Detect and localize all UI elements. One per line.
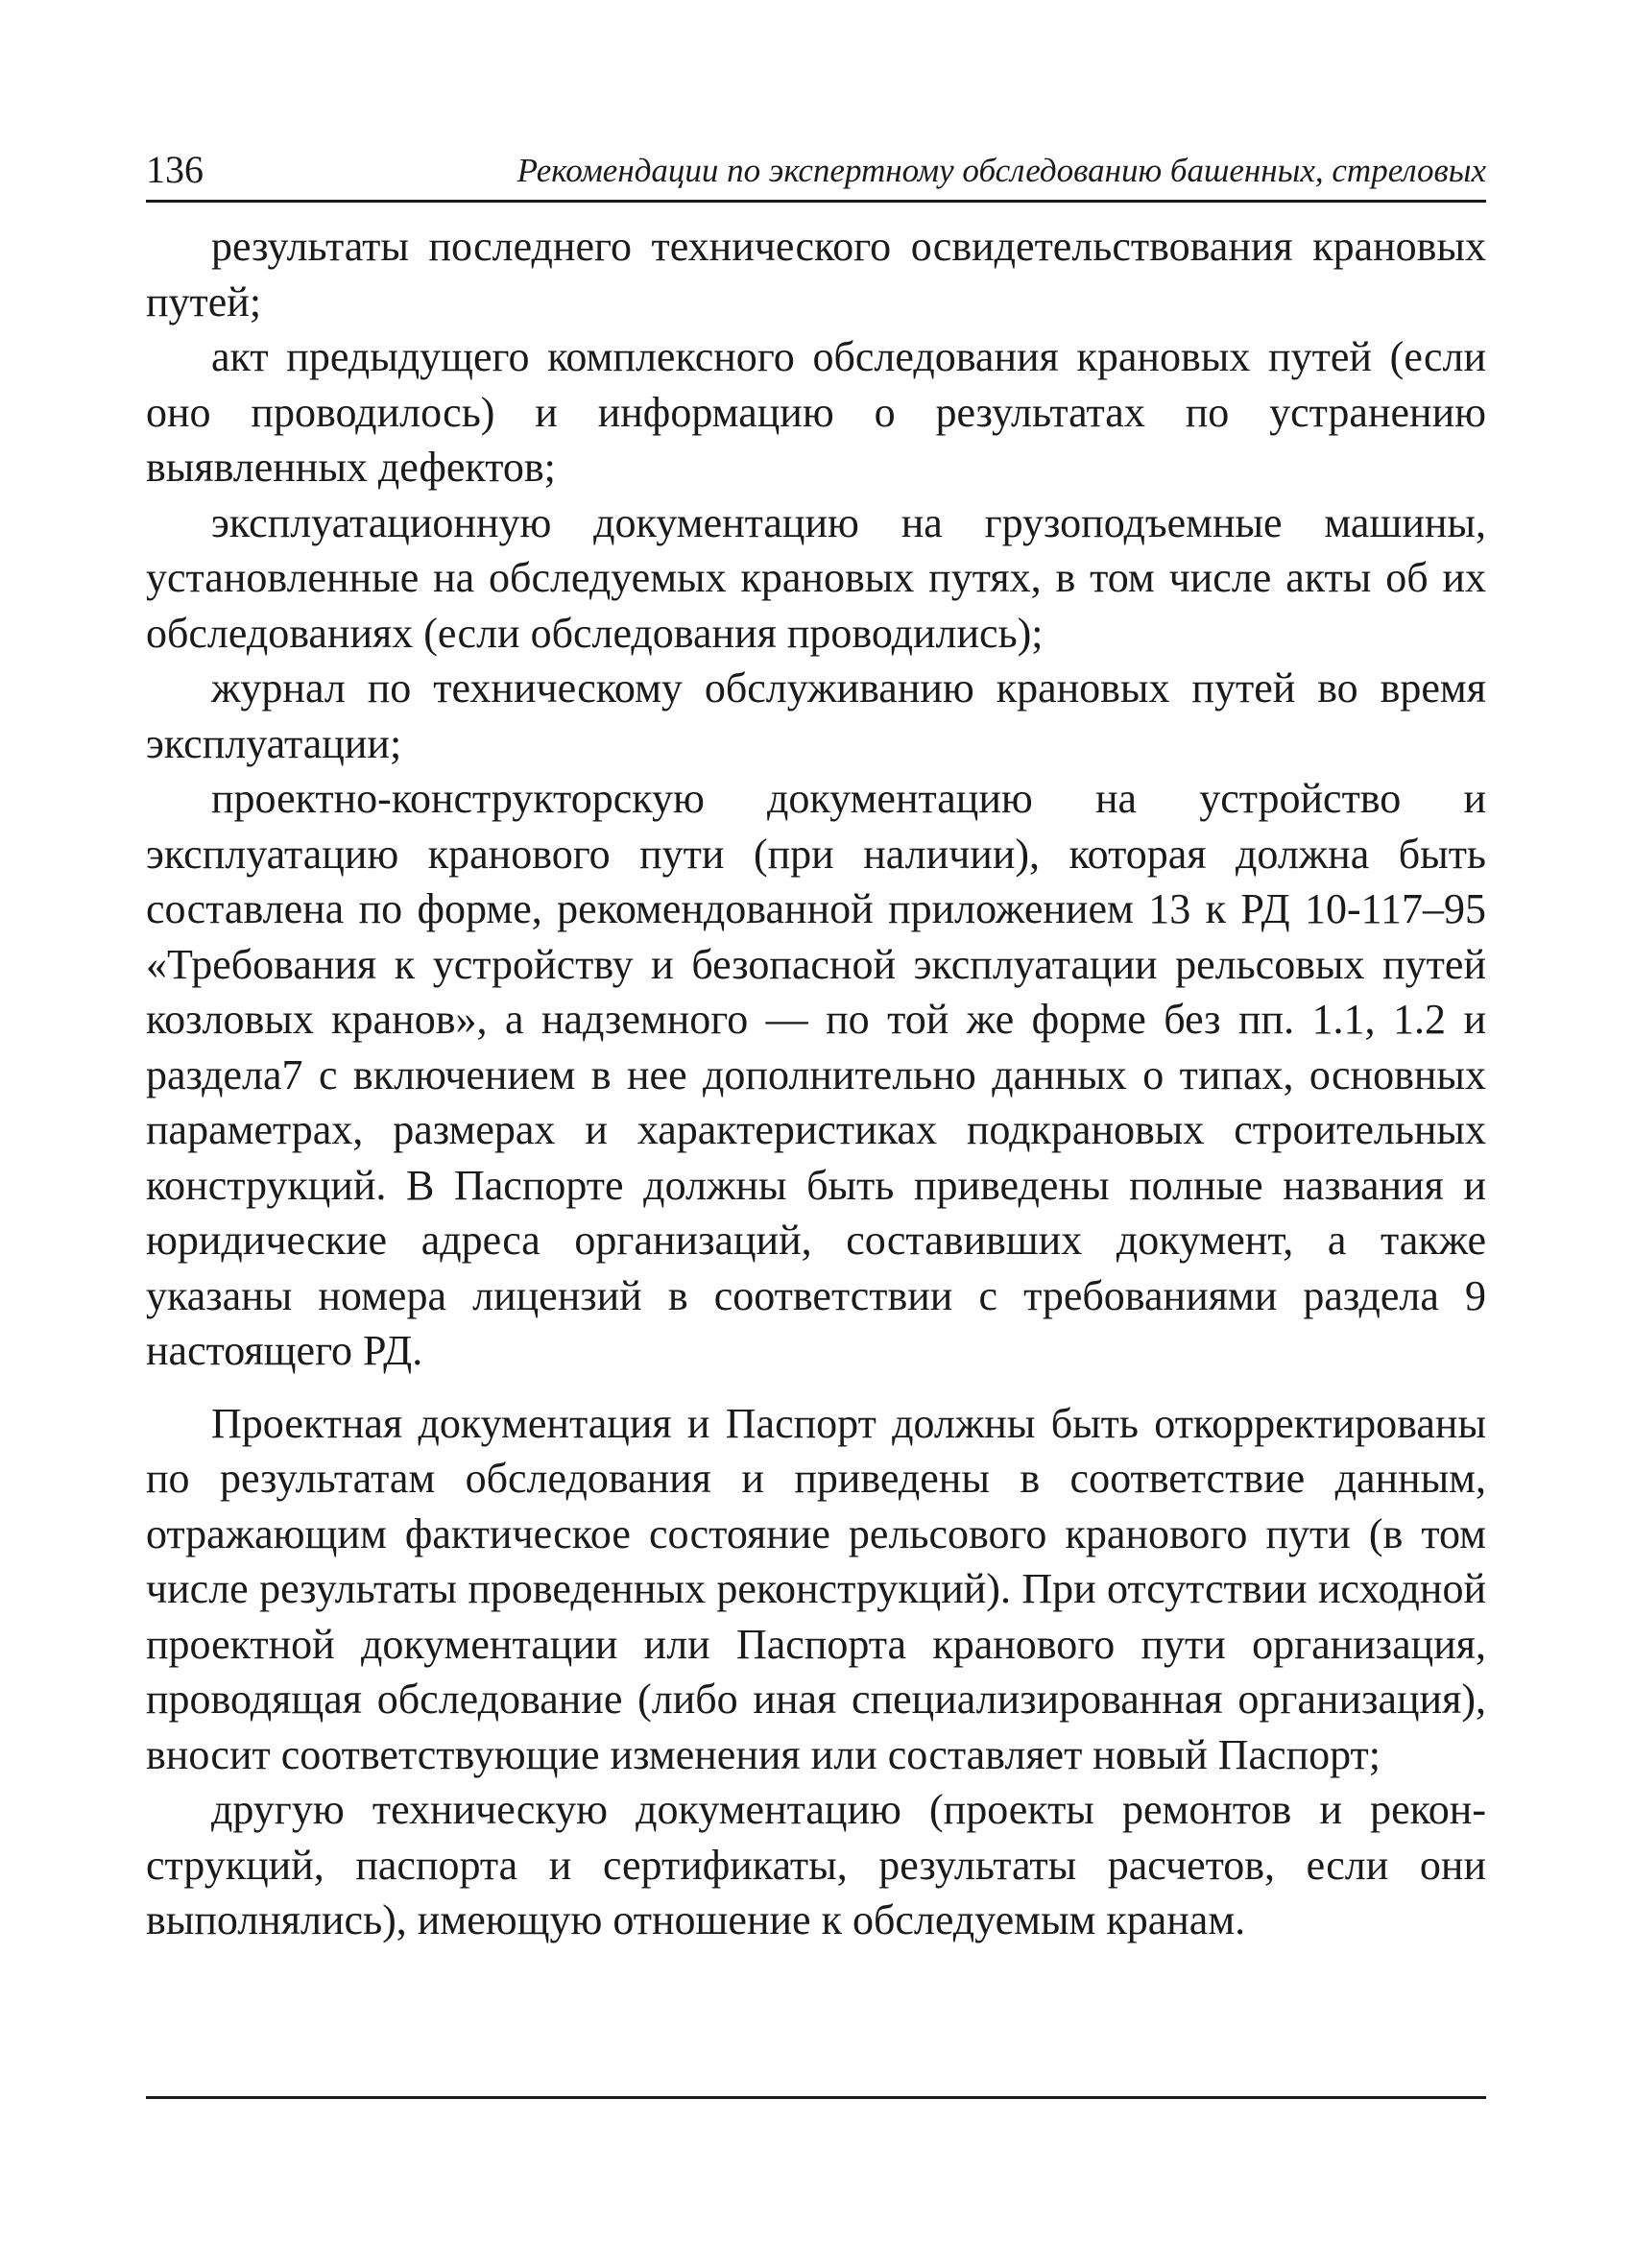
- paragraph-design-documentation: проектно-конструкторскую документацию на устройство и эксплуатацию кранового пути (при наличии), которая должна быть составлена по форме, рекомендованной приложением 13 к РД 10-117–95 «Требования к устройству и безопасной эксплуатации рельсовых путей козловых кранов», а надземного — по той же форме без пп. 1.1, 1.2 и раздела7 с включением в нее дополнительно данных о типах, основных параметрах, размерах и характеристиках подкрановых строительных конструкций. В Паспорте должны быть приведены полные названия и юридические адреса организаций, составивших документ, а также указаны номера лицензий в соответствии с требованиями раздела 9 настоящего РД.: [146, 775, 1486, 1374]
- paragraph-previous-survey-act: акт предыдущего комплексного обследования крановых путей (если оно проводилось) и информацию о результатах по устранению выявленных дефектов;: [146, 333, 1486, 491]
- page-header: [146, 146, 1486, 203]
- running-title: Рекомендации по экспертному обследованию башенных, стреловых: [516, 152, 1486, 189]
- body-text: [146, 219, 1486, 1948]
- paragraph-maintenance-log: журнал по техническому обслуживанию крановых путей во время эксплуатации;: [146, 664, 1486, 767]
- paragraph-inspection-results: результаты последнего технического освидетельствования крановых путей;: [146, 223, 1486, 326]
- page-number: 136: [146, 148, 204, 191]
- paragraph-operational-documentation: эксплуатационную документацию на грузоподъемные машины, установленные на обследуемых крановых путях, в том числе акты об их обследованиях (если обследования проводились);: [146, 498, 1486, 657]
- footer-divider: [146, 2096, 1486, 2099]
- paragraph-passport-correction: Проектная документация и Паспорт должны быть откорректированы по результатам обследования и приведены в соответствие данным, отражающим фактическое состояние рельсового кранового пути (в том числе результаты проведенных реконструкций). При отсутствии исходной проектной документации или Паспорта кранового пути организация, проводящая обследование (либо иная специализированная организация), вносит соответствующие изменения или составляет новый Паспорт;: [146, 1399, 1486, 1778]
- paragraph-other-documentation: другую техническую документацию (проекты ремонтов и реконструкций, паспорта и сертификаты, результаты расчетов, если они выполнялись), имеющую отношение к обследуемым кранам.: [146, 1786, 1486, 1943]
